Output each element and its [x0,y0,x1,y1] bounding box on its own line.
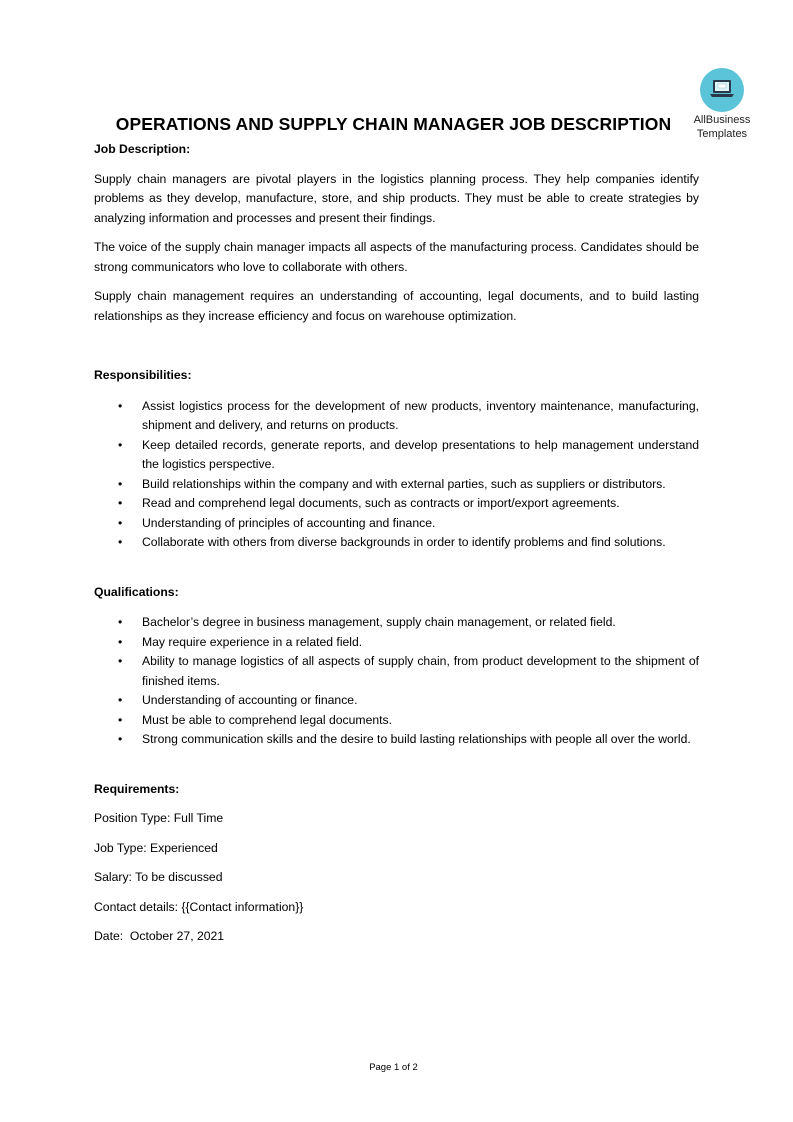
qualifications-list [94,613,699,750]
list-item-text: Assist logistics process for the development of new products, inventory maintenance, manufacturing, shipment and delivery, and returns on products. [142,398,699,432]
bullet: • [118,515,123,530]
date: Date: October 27, 2021 [94,929,225,943]
contact-details: Contact details: {{Contact information}} [94,899,304,914]
bullet: • [118,654,123,668]
bullet: • [118,615,123,629]
job-description-paragraph: Supply chain management requires an understanding of accounting, legal documents, and to build lasting relationships as they increase efficiency and focus on warehouse optimization. [94,289,699,323]
page-number: Page 1 of 2 [369,1062,418,1073]
bullet: • [118,496,123,510]
job-description-section [94,140,699,326]
list-item-text: Build relationships within the company and with external parties, such as suppliers or distributors. [142,476,666,491]
bullet: • [118,634,123,649]
list-item [94,514,699,534]
page-title: OPERATIONS AND SUPPLY CHAIN MANAGER JOB DESCRIPTION [115,114,672,134]
logo-text-line1: AllBusiness [693,114,751,126]
list-item-text: Understanding of accounting or finance. [142,693,358,707]
requirements-heading: Requirements: [94,781,180,796]
list-item [94,397,699,436]
qualifications-heading: Qualifications: [94,584,179,599]
bullet: • [118,476,123,491]
list-item-text: Keep detailed records, generate reports, and develop presentations to help management understand the logistics perspective. [142,437,699,471]
list-item-text: Understanding of principles of accounting and finance. [142,515,436,530]
document-body [94,140,699,947]
list-item-text: Bachelor’s degree in business management, supply chain management, or related field. [142,615,616,629]
list-item [94,633,699,653]
list-item [94,475,699,495]
job-description-paragraph: The voice of the supply chain manager impacts all aspects of the manufacturing process. Candidates should be strong communicators who love to collaborate with others. [94,240,699,274]
responsibilities-list [94,397,699,553]
list-item [94,730,699,750]
logo-text-line2: Templates [696,128,748,140]
laptop-icon [700,68,744,112]
list-item-text: Strong communication skills and the desire to build lasting relationships with people all over the world. [142,732,691,746]
responsibilities-section [94,366,699,553]
bullet: • [118,732,123,746]
list-item [94,711,699,731]
list-item-text: Must be able to comprehend legal documents. [142,712,392,727]
bullet: • [118,398,123,413]
job-type: Job Type: Experienced [94,840,218,855]
list-item [94,494,699,514]
list-item [94,533,699,553]
bullet: • [118,712,123,727]
bullet: • [118,693,123,707]
qualifications-section [94,583,699,750]
bullet: • [118,437,123,452]
list-item-text: Ability to manage logistics of all aspects of supply chain, from product development to the shipment of finished items. [142,654,699,688]
requirements-section [94,780,699,947]
bullet: • [118,535,123,549]
job-description-heading: Job Description: [94,142,191,156]
list-item [94,691,699,711]
salary: Salary: To be discussed [94,870,223,884]
list-item [94,613,699,633]
job-description-paragraph: Supply chain managers are pivotal players in the logistics planning process. They help companies identify problems as they develop, manufacture, store, and ship products. They must be able to create strategies by analyzing information and processes and present their findings. [94,171,699,225]
list-item-text: Collaborate with others from diverse backgrounds in order to identify problems and find solutions. [142,535,666,549]
list-item-text: Read and comprehend legal documents, such as contracts or import/export agreements. [142,496,620,510]
list-item-text: May require experience in a related field. [142,634,363,649]
list-item [94,436,699,475]
list-item [94,652,699,691]
position-type: Position Type: Full Time [94,811,224,825]
responsibilities-heading: Responsibilities: [94,368,192,382]
